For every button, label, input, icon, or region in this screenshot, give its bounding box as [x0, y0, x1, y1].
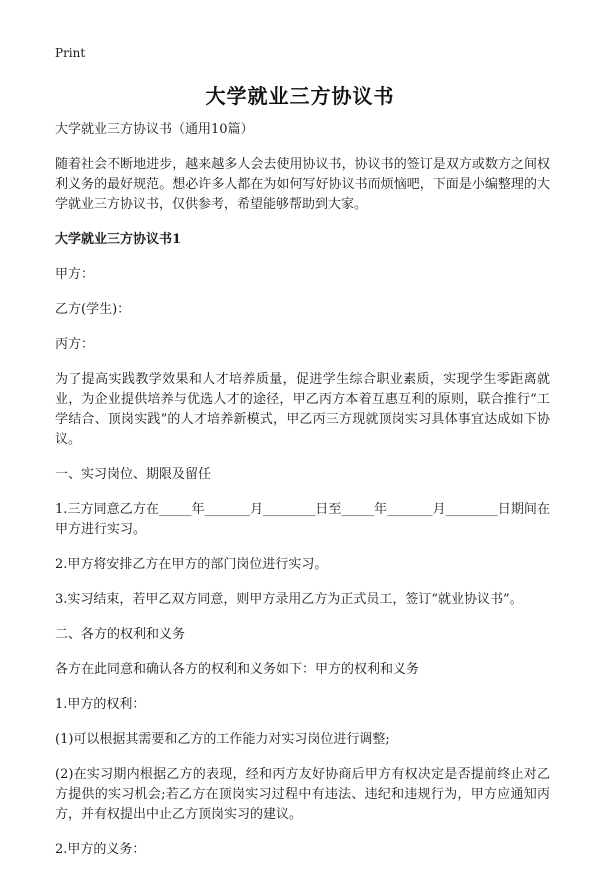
section-heading: 大学就业三方协议书1: [55, 232, 182, 247]
party-a-line: 甲方：: [55, 267, 95, 282]
clause-heading-1: 一、实习岗位、期限及留任: [55, 467, 212, 482]
party-b-line: 乙方(学生)：: [55, 302, 131, 317]
document-title: 大学就业三方协议书: [205, 84, 395, 108]
purpose-paragraph: 为了提高实践教学效果和人才培养质量，促进学生综合职业素质，实现学生零距离就业，为企业提供培养与优选人才的途径，甲乙丙方本着互惠互利的原则，联合推行“工学结合、顶岗实践”的人才培养新模式，甲乙丙三方现就顶岗实习具体事宜达成如下协议。: [55, 372, 550, 447]
clause-2-1-item-2: (2)在实习期内根据乙方的表现，经和丙方友好协商后甲方有权决定是否提前终止对乙方提供的实习机会;若乙方在顶岗实习过程中有违法、违纪和违规行为，甲方应通知丙方，并有权提出中止乙方顶岗实习的建议。: [55, 767, 550, 822]
clause-2-1: 1.甲方的权利：: [55, 697, 146, 712]
intro-paragraph: 随着社会不断地进步，越来越多人会去使用协议书，协议书的签订是双方或数方之间权利义务的最好规范。想必许多人都在为如何写好协议书而烦恼吧，下面是小编整理的大学就业三方协议书，仅供参考，希望能够帮助到大家。: [55, 157, 550, 212]
party-c-line: 丙方：: [55, 337, 95, 352]
clause-1-3: 3.实习结束，若甲乙双方同意，则甲方录用乙方为正式员工，签订“就业协议书”。: [55, 592, 523, 607]
clause-2-1-item-1: (1)可以根据其需要和乙方的工作能力对实习岗位进行调整;: [55, 732, 390, 747]
clause-heading-2: 二、各方的权利和义务: [55, 627, 186, 642]
clause-1-2: 2.甲方将安排乙方在甲方的部门岗位进行实习。: [55, 557, 328, 572]
clause-1-1: 1.三方同意乙方在_____年_______月________日至_____年_______月________日期间在甲方进行实习。: [55, 502, 550, 537]
document-body: [55, 120, 550, 875]
print-link[interactable]: Print: [55, 46, 86, 60]
clause-2-intro: 各方在此同意和确认各方的权利和义务如下：甲方的权利和义务: [55, 662, 420, 677]
clause-2-2: 2.甲方的义务：: [55, 842, 146, 857]
subtitle-paragraph: 大学就业三方协议书（通用10篇）: [55, 122, 254, 137]
